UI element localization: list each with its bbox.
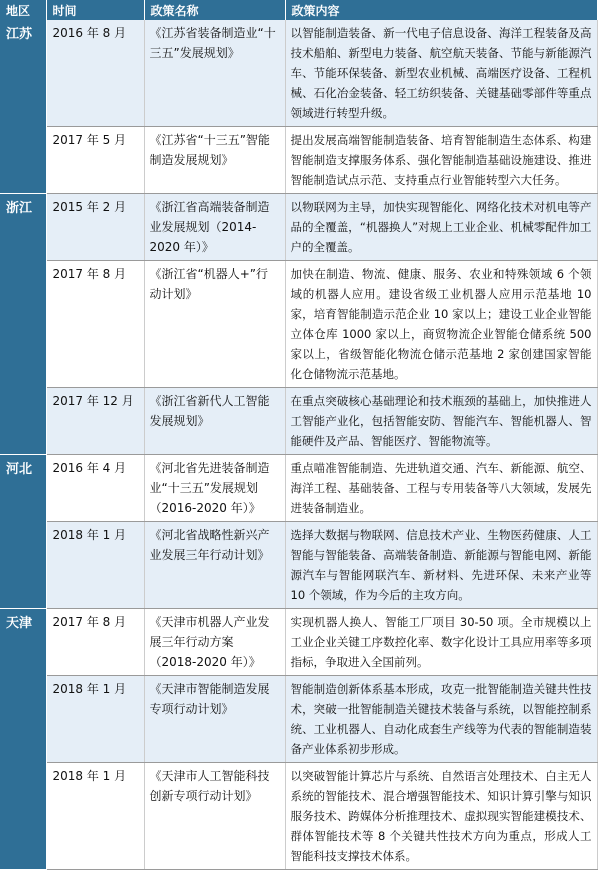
policy-content-cell: 以物联网为主导，加快实现智能化、网络化技术对机电等产品的全覆盖，“机器换人”对规上工业企业、机械零配件加工户的全覆盖。 xyxy=(285,194,597,261)
policy-name-cell: 《江苏省“十三五”智能制造发展规划》 xyxy=(144,127,285,194)
table-row xyxy=(0,676,597,763)
time-cell: 2015 年 2 月 xyxy=(46,194,144,261)
region-cell-jiangsu: 江苏 xyxy=(0,20,46,194)
policy-name-cell: 《天津市机器人产业发展三年行动方案（2018-2020 年）》 xyxy=(144,609,285,676)
time-cell: 2018 年 1 月 xyxy=(46,522,144,609)
policy-name-cell: 《浙江省高端装备制造业发展规划（2014-2020 年）》 xyxy=(144,194,285,261)
policy-name-cell: 《天津市智能制造发展专项行动计划》 xyxy=(144,676,285,763)
table-row xyxy=(0,20,597,127)
policy-content-cell: 以突破智能计算芯片与系统、自然语言处理技术、白主无人系统的智能技术、混合增强智能技术、知识计算引擎与知识服务技术、跨媒体分析推理技术、虚拟现实智能建模技术、群体智能技术等 8 个关键共性技术方向为重点，形成人工智能科技支撑技术体系。 xyxy=(285,763,597,870)
policy-name-cell: 《河北省战略性新兴产业发展三年行动计划》 xyxy=(144,522,285,609)
policy-name-cell: 《江苏省装备制造业“十三五”发展规划》 xyxy=(144,20,285,127)
time-cell: 2017 年 12 月 xyxy=(46,388,144,455)
policy-content-cell: 提出发展高端智能制造装备、培育智能制造生态体系、构建智能制造支撑服务体系、强化智能制造基础设施建设、推进智能制造试点示范、支持重点行业智能转型六大任务。 xyxy=(285,127,597,194)
table-row xyxy=(0,455,597,522)
header-time: 时间 xyxy=(46,0,144,20)
time-cell: 2018 年 1 月 xyxy=(46,676,144,763)
policy-name-cell: 《浙江省“机器人+”行动计划》 xyxy=(144,261,285,388)
header-policy-name: 政策名称 xyxy=(144,0,285,20)
time-cell: 2017 年 5 月 xyxy=(46,127,144,194)
policy-content-cell: 重点喵准智能制造、先进轨道交通、汽车、新能源、航空、海洋工程、基础装备、工程与专用装备等八大领域，发展先进装备制造业。 xyxy=(285,455,597,522)
policy-content-cell: 加快在制造、物流、健康、服务、农业和特殊领域 6 个领域的机器人应用。建设省级工业机器人应用示范基地 10 家，培育智能制造示范企业 10 家以上；建设工业企业智能立体仓库 1000 家以上，商贸物流企业智能仓储系统 500 家以上，省级智能化物流仓储示范基地 2 家创建国家智能化仓储物流示范基地。 xyxy=(285,261,597,388)
table-row xyxy=(0,261,597,388)
region-cell-hebei: 河北 xyxy=(0,455,46,609)
table-header-row xyxy=(0,0,597,20)
table-row xyxy=(0,194,597,261)
policy-name-cell: 《浙江省新代人工智能发展规划》 xyxy=(144,388,285,455)
table-row xyxy=(0,609,597,676)
header-policy-content: 政策内容 xyxy=(285,0,597,20)
policy-content-cell: 智能制造创新体系基本形成，攻克一批智能制造关键共性技术，突破一批智能制造关键技术装备与系统，以智能控制系统、工业机器人、自动化成套生产线等为代表的智能制造装备产业体系初步形成。 xyxy=(285,676,597,763)
region-cell-tianjin: 天津 xyxy=(0,609,46,870)
time-cell: 2016 年 4 月 xyxy=(46,455,144,522)
table-row xyxy=(0,522,597,609)
table-row xyxy=(0,127,597,194)
policy-name-cell: 《河北省先进装备制造业“十三五”发展规划（2016-2020 年）》 xyxy=(144,455,285,522)
policy-content-cell: 在重点突破核心基础理论和技术瓶颈的基础上，加快推进人工智能产业化，包括智能安防、智能汽车、智能机器人、智能硬件及产品、智能医疗、智能物流等。 xyxy=(285,388,597,455)
time-cell: 2018 年 1 月 xyxy=(46,763,144,870)
table-row xyxy=(0,388,597,455)
time-cell: 2017 年 8 月 xyxy=(46,609,144,676)
region-cell-zhejiang: 浙江 xyxy=(0,194,46,455)
policy-content-cell: 选择大数据与物联网、信息技术产业、生物医药健康、人工智能与智能装备、高端装备制造、新能源与智能电网、新能源汽车与智能网联汽车、新材料、先进环保、未来产业等 10 个领域，作为今后的主攻方向。 xyxy=(285,522,597,609)
time-cell: 2016 年 8 月 xyxy=(46,20,144,127)
policy-name-cell: 《天津市人工智能科技创新专项行动计划》 xyxy=(144,763,285,870)
policy-content-cell: 实现机器人换人、智能工厂项目 30-50 项。全市规模以上工业企业关键工序数控化率、数字化设计工具应用率等多项指标，争取进入全国前列。 xyxy=(285,609,597,676)
policy-content-cell: 以智能制造装备、新一代电子信息设备、海洋工程装备及高技术船舶、新型电力装备、航空航天装备、节能与新能源汽车、节能环保装备、新型农业机械、高端医疗设备、工程机械、石化冶金装备、轻工纺织装备、关键基础零部件等重点领域进行转型升级。 xyxy=(285,20,597,127)
header-region: 地区 xyxy=(0,0,46,20)
table-row xyxy=(0,763,597,870)
time-cell: 2017 年 8 月 xyxy=(46,261,144,388)
